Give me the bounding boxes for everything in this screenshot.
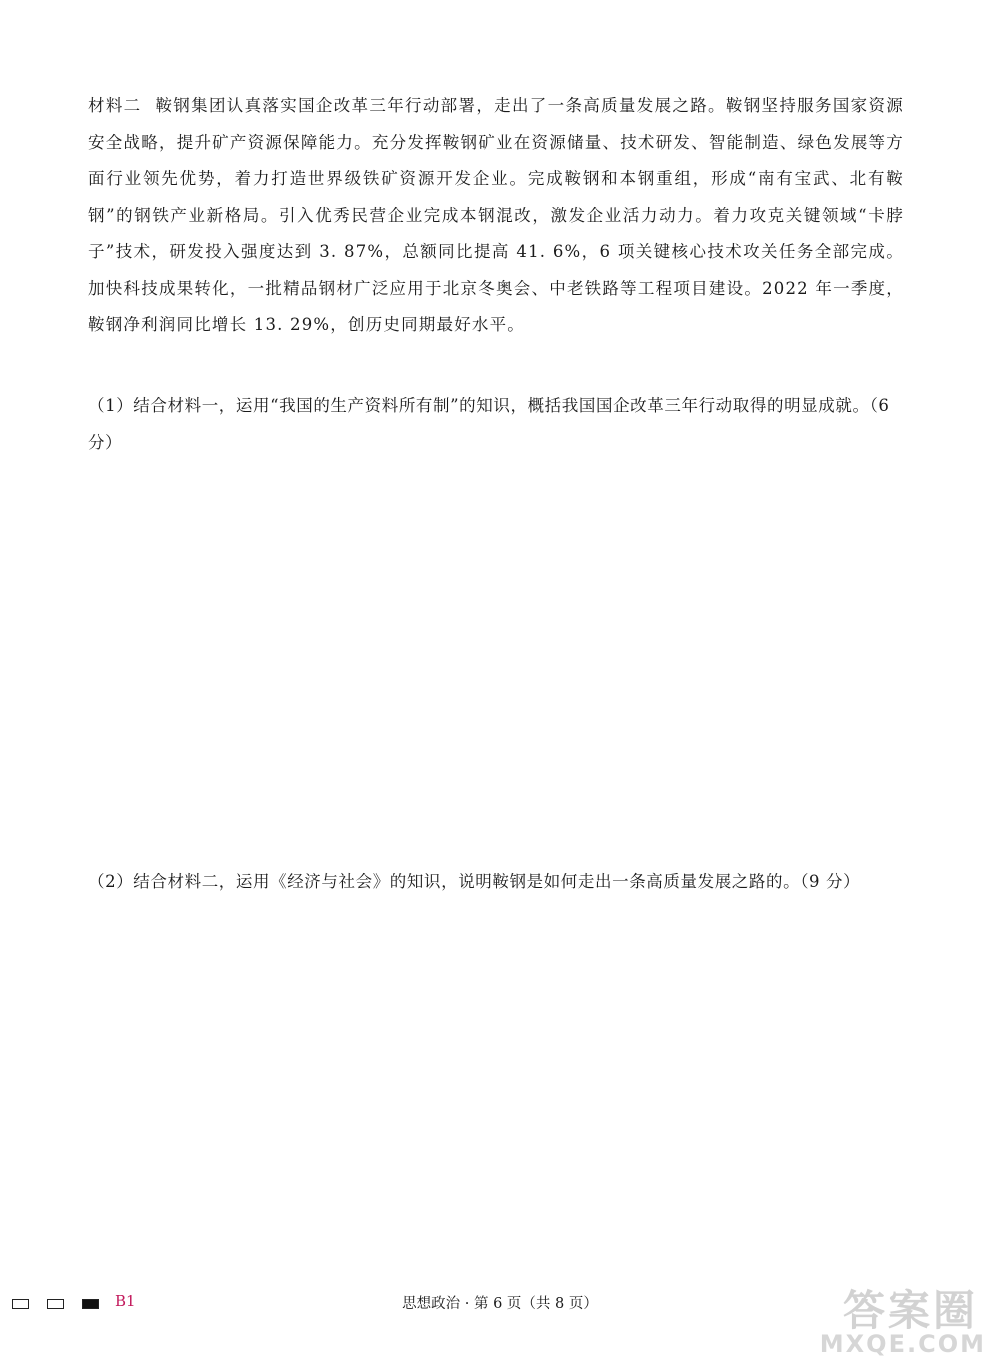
question-2: （2）结合材料二，运用《经济与社会》的知识，说明鞍钢是如何走出一条高质量发展之路的。（9 分） <box>88 872 861 891</box>
paper-code: B1 <box>115 1292 136 1310</box>
material-2-paragraph <box>88 88 904 344</box>
watermark-url: MXQE.COM <box>819 1330 986 1358</box>
question-1: （1）结合材料一，运用“我国的生产资料所有制”的知识，概括我国国企改革三年行动取得的明显成就。（6 分） <box>88 396 890 452</box>
material-2-text: 鞍钢集团认真落实国企改革三年行动部署，走出了一条高质量发展之路。鞍钢坚持服务国家资源安全战略，提升矿产资源保障能力。充分发挥鞍钢矿业在资源储量、技术研发、智能制造、绿色发展等方面行业领先优势，着力打造世界级铁矿资源开发企业。完成鞍钢和本钢重组，形成“南有宝武、北有鞍钢”的钢铁产业新格局。引入优秀民营企业完成本钢混改，激发企业活力动力。着力攻克关键领域“卡脖子”技术，研发投入强度达到 3. 87%，总额同比提高 41. 6%，6 项关键核心技术攻关任务全部完成。加快科技成果转化，一批精品钢材广泛应用于北京冬奥会、中老铁路等工程项目建设。2022 年一季度，鞍钢净利润同比增长 13. 29%，创历史同期最好水平。 <box>88 96 904 334</box>
watermark-logo <box>819 1270 1000 1370</box>
page-number-label: 思想政治 · 第 6 页（共 8 页） <box>402 1296 598 1312</box>
material-2-label: 材料二 <box>88 96 142 115</box>
watermark-title: 答案圈 <box>842 1286 978 1335</box>
